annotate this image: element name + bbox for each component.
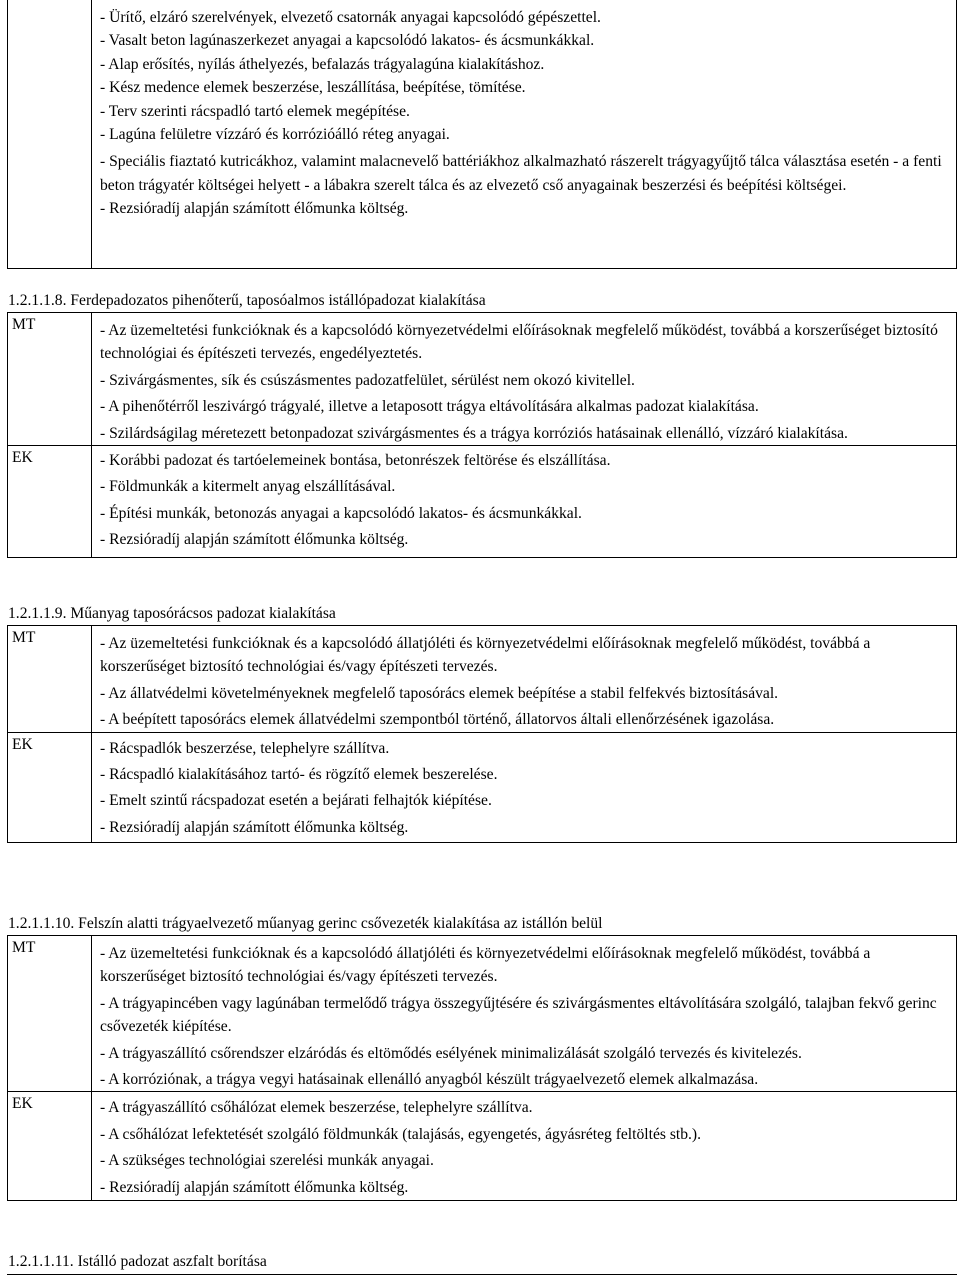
- mt-label: MT: [8, 936, 92, 1092]
- ek-content: [92, 446, 957, 558]
- label-cell: [8, 0, 92, 269]
- mt-content: [92, 626, 957, 733]
- ek-item: - Emelt szintű rácspadozat esetén a bejárati felhajtók kiépítése.: [100, 792, 492, 810]
- ek-item: - A szükséges technológiai szerelési munkák anyagai.: [100, 1152, 434, 1170]
- mt-item: - Az üzemeltetési funkcióknak és a kapcsolódó környezetvédelmi előírásoknak megfelelő működést, továbbá a korszerűséget biztosító technológiai és építészeti tervezés, engedélyeztetés.: [100, 322, 938, 363]
- mt-item: - A trágyapincében vagy lagúnában termelődő trágya összegyűjtésére és szivárgásmentes eltávolítására szolgáló, talajban fekvő gerinc csővezeték kiépítése.: [100, 994, 937, 1036]
- mt-item: - Szivárgásmentes, sík és csúszásmentes padozatfelület, sérülést nem okozó kivitellel.: [100, 371, 635, 389]
- mt-item: - Az üzemeltetési funkcióknak és a kapcsolódó állatjóléti és környezetvédelmi előírásoknak megfelelő működést, továbbá a korszerűséget biztosító technológiai és/vagy építészeti tervezés.: [100, 635, 871, 676]
- mt-item: - A korróziónak, a trágya vegyi hatásainak ellenálló anyagból készült trágyaelvezető elemek alkalmazása.: [100, 1071, 759, 1089]
- ek-item: - A trágyaszállító csőhálózat elemek beszerzése, telephelyre szállítva.: [100, 1099, 533, 1117]
- bullet-line: - Kész medence elemek beszerzése, leszállítása, beépítése, tömítése.: [100, 79, 526, 97]
- ek-item: - Rezsióradíj alapján számított élőmunka költség.: [100, 1178, 409, 1196]
- ek-item: - Rácspadló kialakításához tartó- és rögzítő elemek beszerelése.: [100, 766, 498, 784]
- section-heading: 1.2.1.1.9. Műanyag taposórácsos padozat kialakítása: [8, 605, 336, 622]
- ek-item: - Rezsióradíj alapján számított élőmunka költség.: [100, 818, 409, 836]
- section-table: [7, 625, 957, 843]
- mt-content: [92, 313, 957, 446]
- mt-label: MT: [8, 626, 92, 733]
- mt-label: MT: [8, 313, 92, 446]
- continuation-block: [7, 0, 957, 269]
- ek-item: - Korábbi padozat és tartóelemeinek bontása, betonrészek feltörése és elszállítása.: [100, 452, 611, 470]
- bullet-paragraph: - Speciális fiaztató kutricákhoz, valamint malacnevelő battériákhoz alkalmazható rászerelt trágyagyűjtő tálca választása esetén - a fenti beton trágyatér költségei helyett - a lábakra szerelt tálca és az elvezető cső anyagainak beszerzési és beépítési költségei.: [100, 153, 942, 194]
- ek-item: - Rezsióradíj alapján számított élőmunka költség.: [100, 531, 409, 549]
- content-cell: [92, 0, 957, 269]
- section-table: [7, 935, 957, 1201]
- bullet-line: - Terv szerinti rácspadló tartó elemek megépítése.: [100, 102, 410, 120]
- bullet-line: - Vasalt beton lagúnaszerkezet anyagai a kapcsolódó lakatos- és ácsmunkákkal.: [100, 32, 595, 50]
- ek-label: EK: [8, 732, 92, 842]
- ek-item: - Földmunkák a kitermelt anyag elszállításával.: [100, 478, 396, 496]
- section-heading: 1.2.1.1.8. Ferdepadozatos pihenőterű, taposóalmos istállópadozat kialakítása: [8, 292, 486, 309]
- mt-item: - A trágyaszállító csőrendszer elzáródás és eltömődés esélyének minimalizálását szolgáló tervezés és kivitelezés.: [100, 1044, 802, 1062]
- bullet-line: - Ürítő, elzáró szerelvények, elvezető csatornák anyagai kapcsolódó gépészettel.: [100, 9, 601, 26]
- bullet-line: - Lagúna felületre vízzáró és korrózióálló réteg anyagai.: [100, 126, 450, 144]
- mt-item: - Szilárdságilag méretezett betonpadozat szivárgásmentes és a trágya korróziós hatásainak ellenálló, vízzáró kialakítása.: [100, 424, 848, 442]
- bullet-line: - Alap erősítés, nyílás áthelyezés, befalazás trágyalagúna kialakításhoz.: [100, 55, 545, 73]
- ek-item: - Építési munkák, betonozás anyagai a kapcsolódó lakatos- és ácsmunkákkal.: [100, 504, 582, 522]
- mt-item: - A beépített taposórács elemek állatvédelmi szempontból történő, állatorvos általi ellenőrzésének igazolása.: [100, 711, 775, 729]
- mt-item: - A pihenőtérről leszivárgó trágyalé, illetve a letaposott trágya eltávolítására alkalmas padozat kialakítása.: [100, 398, 759, 416]
- mt-item: - Az üzemeltetési funkcióknak és a kapcsolódó állatjóléti és környezetvédelmi előírásoknak megfelelő működést, továbbá a korszerűséget biztosító technológiai és/vagy építészeti tervezés.: [100, 945, 871, 986]
- ek-content: [92, 732, 957, 842]
- ek-content: [92, 1092, 957, 1201]
- ek-item: - A csőhálózat lefektetését szolgáló földmunkák (talajásás, egyengetés, ágyásréteg feltöltés stb.).: [100, 1125, 702, 1143]
- mt-item: - Az állatvédelmi követelményeknek megfelelő taposórács elemek beépítése a stabil felfekvés biztosításával.: [100, 684, 779, 702]
- section-table: [7, 312, 957, 558]
- bullet-line: - Rezsióradíj alapján számított élőmunka költség.: [100, 200, 409, 218]
- table-top-border: [7, 1274, 957, 1275]
- section-heading: 1.2.1.1.11. Istálló padozat aszfalt borítása: [8, 1253, 267, 1270]
- section-heading: 1.2.1.1.10. Felszín alatti trágyaelvezető műanyag gerinc csővezeték kialakítása az istállón belül: [8, 915, 603, 932]
- ek-item: - Rácspadlók beszerzése, telephelyre szállítva.: [100, 739, 390, 757]
- ek-label: EK: [8, 446, 92, 558]
- mt-content: [92, 936, 957, 1092]
- ek-label: EK: [8, 1092, 92, 1201]
